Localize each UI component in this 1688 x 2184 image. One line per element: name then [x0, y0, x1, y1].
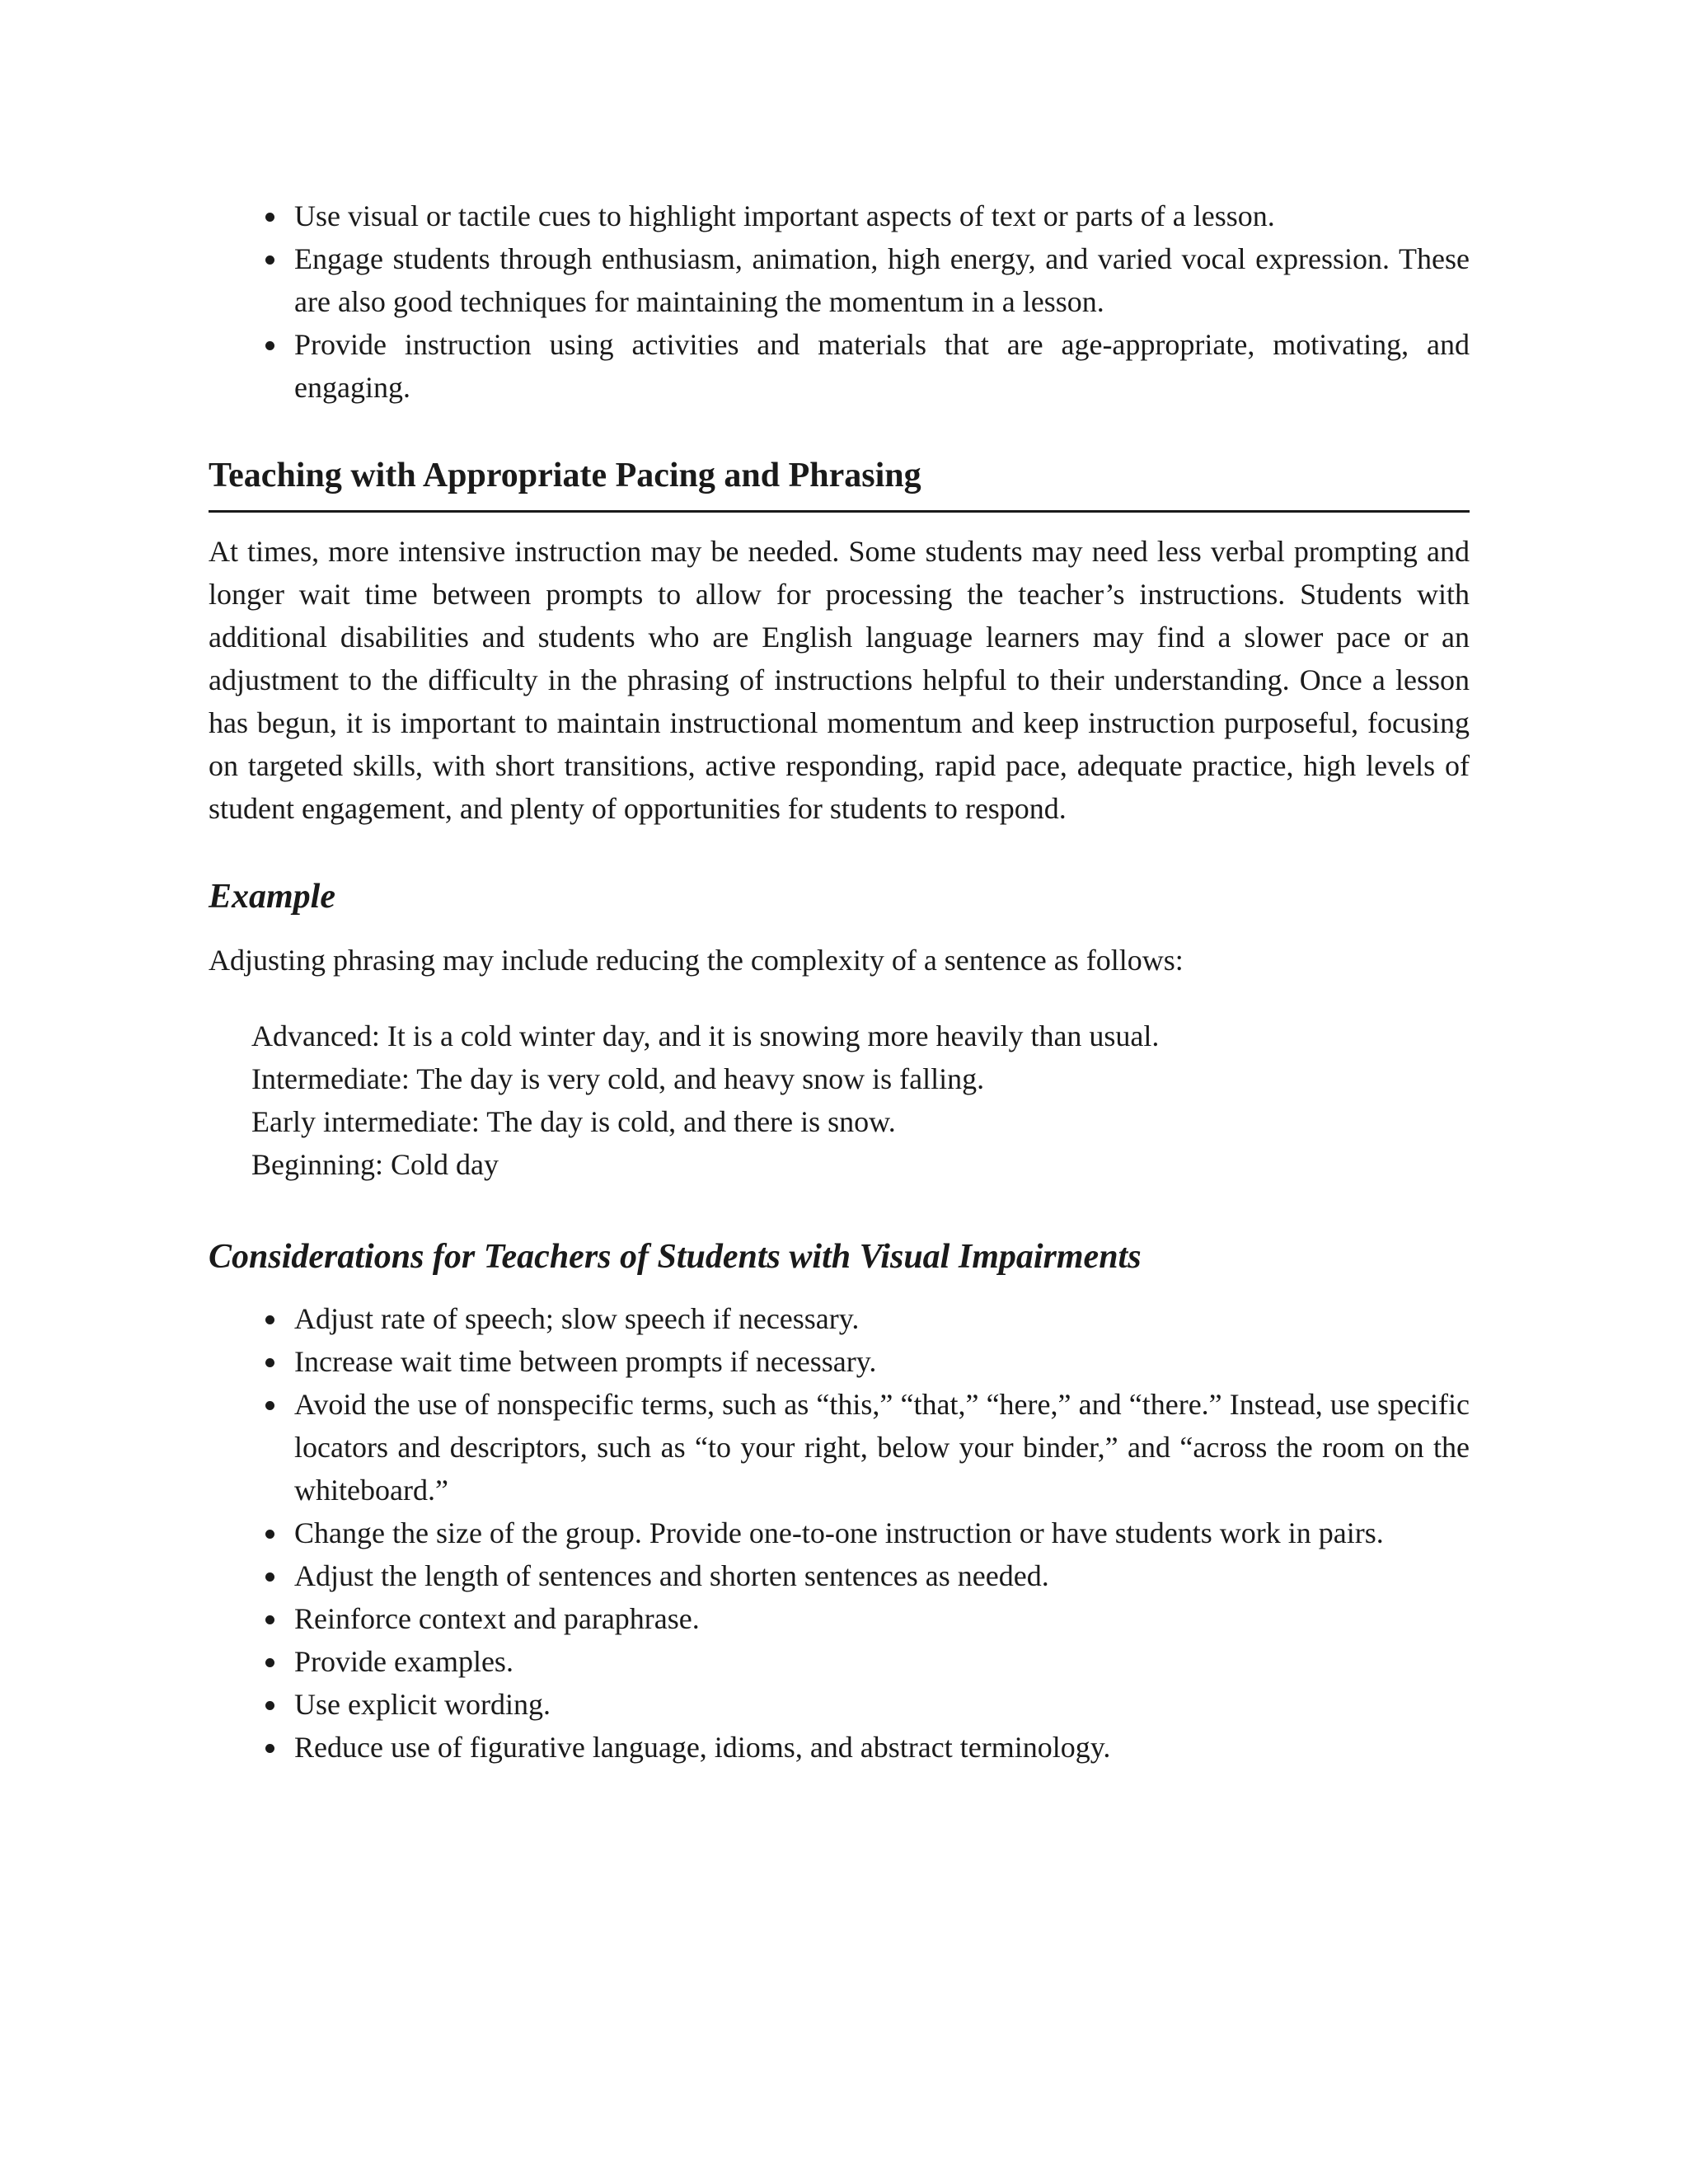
list-item-text: Increase wait time between prompts if necessary. [294, 1345, 877, 1378]
bullet-icon [265, 1701, 274, 1710]
list-item [209, 237, 1470, 323]
list-item [209, 1554, 1470, 1597]
list-item-text: Adjust rate of speech; slow speech if necessary. [294, 1302, 860, 1335]
bullet-icon [265, 1358, 274, 1367]
section-paragraph: At times, more intensive instruction may be needed. Some students may need less verbal prompting and longer wait time between prompts to allow for processing the teacher’s instructions. Students with additional disabilities and students who are English language learners may find a slower pace or an adjustment to the difficulty in the phrasing of instructions helpful to their understanding. Once a lesson has begun, it is important to maintain instructional momentum and keep instruction purposeful, focusing on targeted skills, with short transitions, active responding, rapid pace, adequate practice, high levels of student engagement, and plenty of opportunities for students to respond. [209, 535, 1470, 825]
list-item [209, 1383, 1470, 1511]
example-line-early-intermediate: Early intermediate: The day is cold, and there is snow. [251, 1105, 896, 1138]
considerations-bullet-list [209, 1297, 1470, 1769]
example-line-intermediate: Intermediate: The day is very cold, and heavy snow is falling. [251, 1062, 985, 1095]
list-item [209, 1297, 1470, 1340]
bullet-icon [265, 1315, 274, 1324]
list-item-text: Reinforce context and paraphrase. [294, 1602, 700, 1635]
list-item [209, 1511, 1470, 1554]
example-intro: Adjusting phrasing may include reducing the complexity of a sentence as follows: [209, 944, 1184, 977]
list-item [209, 1597, 1470, 1640]
document-page [209, 194, 1470, 1769]
list-item-text: Reduce use of figurative language, idioms, and abstract terminology. [294, 1731, 1111, 1764]
bullet-icon [265, 341, 274, 350]
bullet-icon [265, 255, 274, 265]
list-item-text: Use visual or tactile cues to highlight important aspects of text or parts of a lesson. [294, 199, 1275, 232]
bullet-icon [265, 1744, 274, 1753]
bullet-icon [265, 1658, 274, 1667]
example-line-beginning: Beginning: Cold day [251, 1148, 499, 1181]
list-item [209, 194, 1470, 237]
considerations-heading: Considerations for Teachers of Students with Visual Impairments [209, 1238, 1142, 1276]
list-item-text: Provide instruction using activities and materials that are age-appropriate, motivating, and engaging. [294, 328, 1470, 404]
list-item-text: Avoid the use of nonspecific terms, such as “this,” “that,” “here,” and “there.” Instead, use specific locators and descriptors, such as “to your right, below your binder,” and “across the room on the whiteboard.” [294, 1388, 1470, 1507]
bullet-icon [265, 1401, 274, 1410]
list-item [209, 323, 1470, 409]
example-heading: Example [209, 878, 335, 916]
bullet-icon [265, 1530, 274, 1539]
list-item-text: Change the size of the group. Provide one-to-one instruction or have students work in pairs. [294, 1516, 1384, 1549]
list-item [209, 1683, 1470, 1726]
bullet-icon [265, 1615, 274, 1624]
list-item [209, 1640, 1470, 1683]
bullet-icon [265, 1572, 274, 1582]
intro-bullet-list [209, 194, 1470, 409]
list-item-text: Use explicit wording. [294, 1688, 551, 1721]
section-heading: Teaching with Appropriate Pacing and Phrasing [209, 457, 921, 494]
list-item [209, 1726, 1470, 1769]
list-item-text: Adjust the length of sentences and shorten sentences as needed. [294, 1559, 1049, 1592]
example-lines [209, 1015, 1470, 1186]
example-line-advanced: Advanced: It is a cold winter day, and it is snowing more heavily than usual. [251, 1019, 1160, 1052]
list-item-text: Engage students through enthusiasm, animation, high energy, and varied vocal expression. These are also good techniques for maintaining the momentum in a lesson. [294, 242, 1470, 318]
bullet-icon [265, 213, 274, 222]
list-item-text: Provide examples. [294, 1645, 513, 1678]
list-item [209, 1340, 1470, 1383]
